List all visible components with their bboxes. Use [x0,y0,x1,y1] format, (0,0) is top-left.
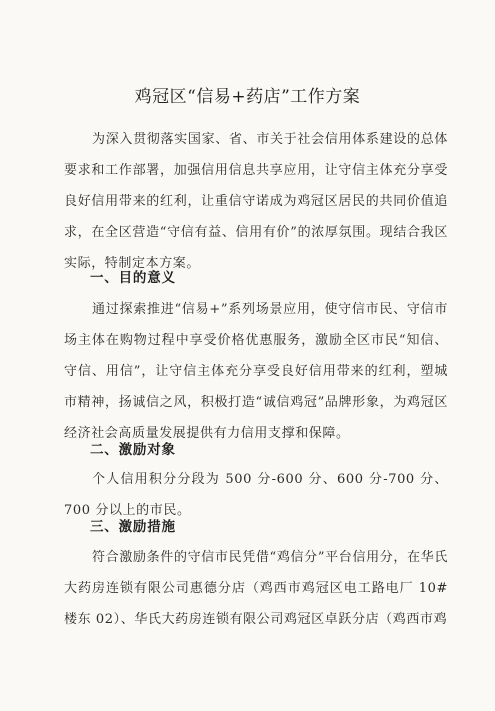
section-heading-measures: 三、激励措施 [90,519,176,535]
section-text-purpose: 通过探索推进“信易+”系列场景应用，使守信市民、守信市场主体在购物过程中享受价格优惠服务，激励全区市民“知信、守信、用信”，让守信主体充分享受良好信用带来的红利，塑城市精神，扬诚信之风，积极打造“诚信鸡冠”品牌形象，为鸡冠区经济社会高质量发展提供有力信用支撑和保障。 [64,302,448,441]
section-heading-targets: 二、激励对象 [90,442,176,458]
section-text-targets: 个人信用积分分段为 500 分-600 分、600 分-700 分、700 分以上的市民。 [64,472,448,518]
document-title: 鸡冠区“信易+药店”工作方案 [134,87,361,107]
section-text-measures: 符合激励条件的守信市民凭借“鸡信分”平台信用分，在华氏大药房连锁有限公司惠德分店（鸡西市鸡冠区电工路电厂 10#楼东 02）、华氏大药房连锁有限公司鸡冠区卓跃分店（鸡西市鸡 [64,550,448,627]
section-heading-purpose: 一、目的意义 [90,270,176,286]
intro-paragraph: 为深入贯彻落实国家、省、市关于社会信用体系建设的总体要求和工作部署，加强信用信息共享应用，让守信主体充分享受良好信用带来的红利，让重信守诺成为鸡冠区居民的共同价值追求，在全区营造“守信有益、信用有价”的浓厚氛围。现结合我区实际，特制定本方案。 [64,132,448,271]
